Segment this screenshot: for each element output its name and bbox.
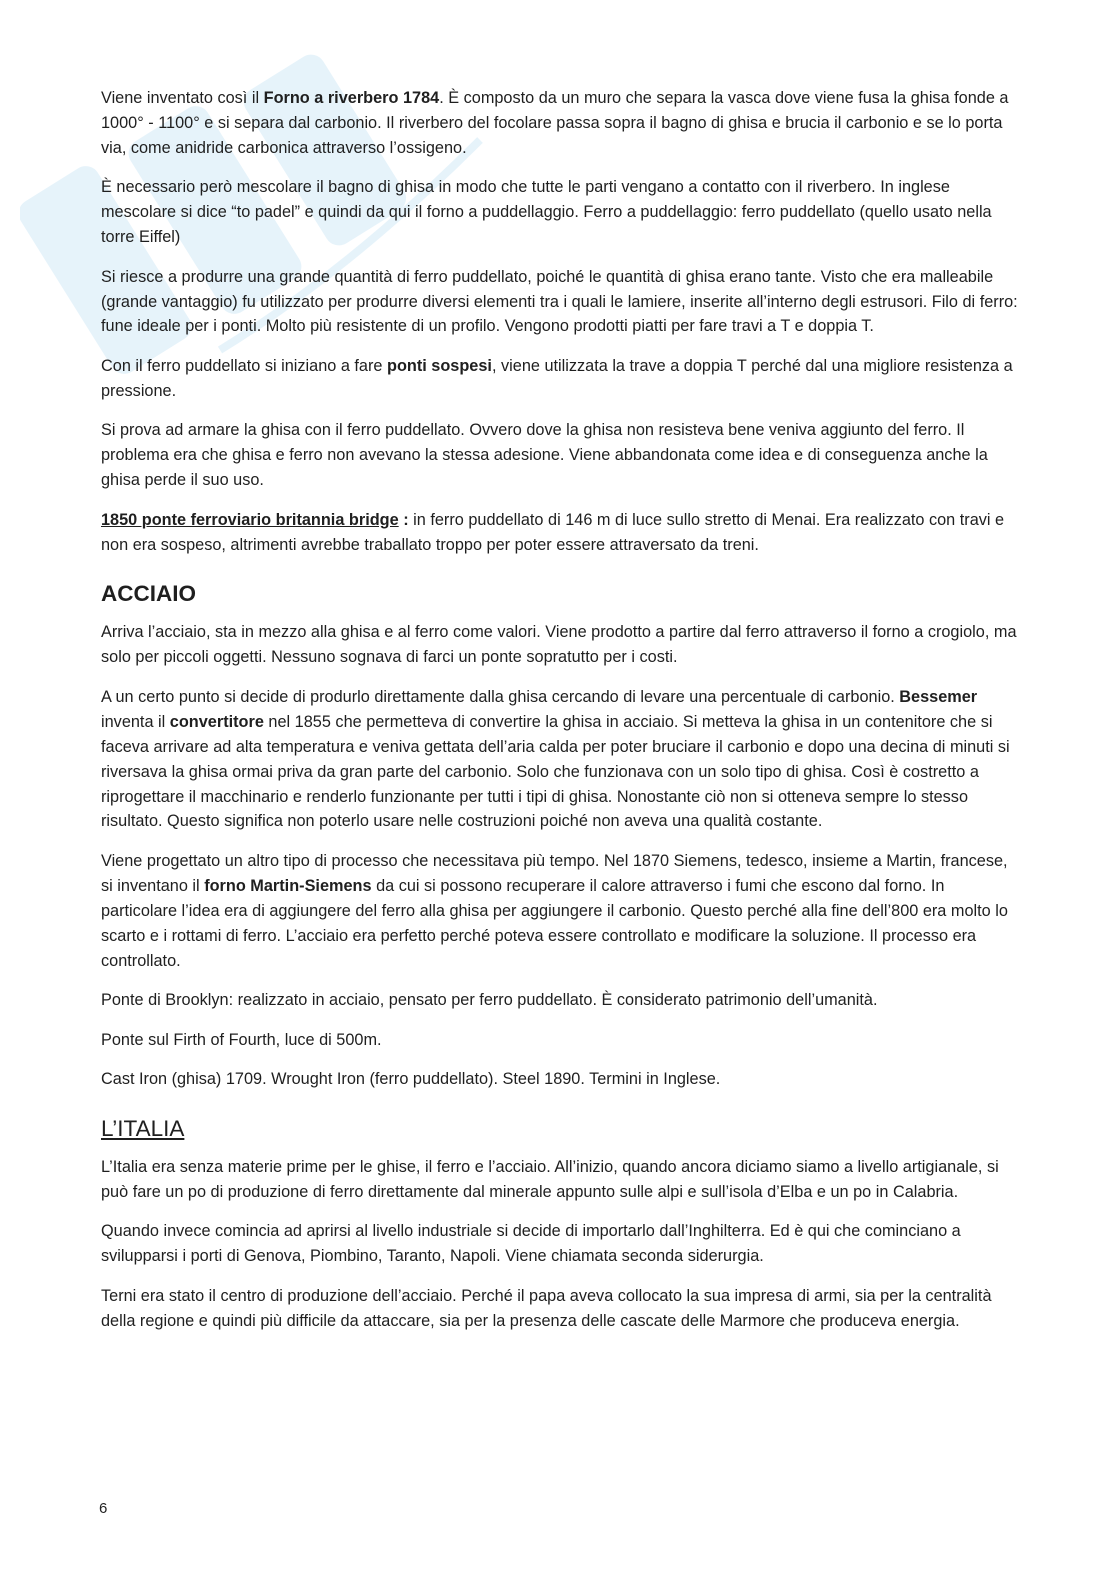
section-heading-acciaio: ACCIAIO xyxy=(101,581,196,607)
bold-underlined-term: 1850 ponte ferroviario britannia bridge xyxy=(101,510,399,529)
paragraph: Si prova ad armare la ghisa con il ferro puddellato. Ovvero dove la ghisa non resisteva bene veniva aggiunto del ferro. Il problema era che ghisa e ferro non avevano la stessa adesione. Viene abbandonata come idea e di conseguenza anche la ghisa perde il suo uso. xyxy=(101,421,988,490)
paragraph: Arriva l’acciaio, sta in mezzo alla ghisa e al ferro come valori. Viene prodotto a partire dal ferro attraverso il forno a crogiolo, ma solo per piccoli oggetti. Nessuno sognava di farci un ponte sopratutto per i costi. xyxy=(101,623,1017,667)
document-body xyxy=(101,86,1021,1348)
bold-term: ponti sospesi xyxy=(387,356,492,375)
bold-term: Bessemer xyxy=(899,687,978,706)
section-heading-italia: L’ITALIA xyxy=(101,1115,185,1141)
paragraph: A un certo punto si decide di produrlo direttamente dalla ghisa cercando di levare una percentuale di carbonio. Bessemer inventa il convertitore nel 1855 che permetteva di convertire la ghisa in acciaio. Si metteva la ghisa in un contenitore che si faceva arrivare ad alta temperatura e veniva gettata dell’aria calda per poter bruciare il carbonio e dopo una decina di minuti si riversava la ghisa ormai priva da gran parte del carbonio. Solo che funzionava con un solo tipo di ghisa. Così è costretto a riprogettare il macchinario e renderlo funzionante per tutti i tipi di ghisa. Nonostante ciò non si otteneva sempre lo stesso risultato. Questo significa non poterlo usare nelle costruzioni poiché non aveva una qualità costante. xyxy=(101,687,1010,831)
paragraph: Ponte di Brooklyn: realizzato in acciaio, pensato per ferro puddellato. È considerato patrimonio dell’umanità. xyxy=(101,991,878,1010)
paragraph: Terni era stato il centro di produzione dell’acciaio. Perché il papa aveva collocato la sua impresa di armi, sia per la centralità della regione e quindi più difficile da attaccare, sia per la presenza delle cascate delle Marmore che produceva energia. xyxy=(101,1286,992,1330)
paragraph: Con il ferro puddellato si iniziano a fare ponti sospesi, viene utilizzata la trave a doppia T perché dal una migliore resistenza a pressione. xyxy=(101,356,1013,400)
bold-term: forno Martin-Siemens xyxy=(204,876,372,895)
paragraph: Viene inventato così il Forno a riverbero 1784. È composto da un muro che separa la vasca dove viene fusa la ghisa fonde a 1000° - 1100° e si separa dal carbonio. Il riverbero del focolare passa sopra il bagno di ghisa e brucia il carbonio e se lo porta via, come anidride carbonica attraverso l’ossigeno. xyxy=(101,89,1009,157)
paragraph: Si riesce a produrre una grande quantità di ferro puddellato, poiché le quantità di ghisa erano tante. Visto che era malleabile (grande vantaggio) fu utilizzato per produrre diversi elementi tra i quali le lamiere, inserite all’interno degli estrusori. Filo di ferro: fune ideale per i ponti. Molto più resistente di un profilo. Vengono prodotti piatti per fare travi a T e doppia T. xyxy=(101,267,1018,336)
paragraph: Viene progettato un altro tipo di processo che necessitava più tempo. Nel 1870 Siemens, tedesco, insieme a Martin, francese, si inventano il forno Martin-Siemens da cui si possono recuperare il calore attraverso i fumi che escono dal forno. In particolare l’idea era di aggiungere del ferro alla ghisa per aggiungere il carbonio. Questo perché alla fine dell’800 era molto lo scarto e i rottami di ferro. L’acciaio era perfetto perché poteva essere controllato e modificare la soluzione. Il processo era controllato. xyxy=(101,851,1008,970)
bold-colon: : xyxy=(398,510,409,529)
paragraph: È necessario però mescolare il bagno di ghisa in modo che tutte le parti vengano a contatto con il riverbero. In inglese mescolare si dice “to padel” e quindi da qui il forno a puddellaggio. Ferro a puddellaggio: ferro puddellato (quello usato nella torre Eiffel) xyxy=(101,178,992,247)
paragraph: Cast Iron (ghisa) 1709. Wrought Iron (ferro puddellato). Steel 1890. Termini in Inglese. xyxy=(101,1070,721,1089)
paragraph: L’Italia era senza materie prime per le ghise, il ferro e l’acciaio. All’inizio, quando ancora diciamo siamo a livello artigianale, si può fare un po di produzione di ferro direttamente dal minerale appunto sulle alpi e sull’isola d’Elba e un po in Calabria. xyxy=(101,1157,999,1201)
paragraph: Quando invece comincia ad aprirsi al livello industriale si decide di importarlo dall’Inghilterra. Ed è qui che cominciano a svilupparsi i porti di Genova, Piombino, Taranto, Napoli. Viene chiamata seconda siderurgia. xyxy=(101,1222,961,1266)
bold-term: convertitore xyxy=(169,712,264,731)
paragraph: 1850 ponte ferroviario britannia bridge : in ferro puddellato di 146 m di luce sullo stretto di Menai. Era realizzato con travi e non era sospeso, altrimenti avrebbe traballato troppo per poter essere attraversato da treni. xyxy=(101,510,1005,554)
page-number: 6 xyxy=(99,1500,108,1517)
paragraph: Ponte sul Firth of Fourth, luce di 500m. xyxy=(101,1030,382,1049)
bold-term: Forno a riverbero 1784 xyxy=(263,89,440,107)
